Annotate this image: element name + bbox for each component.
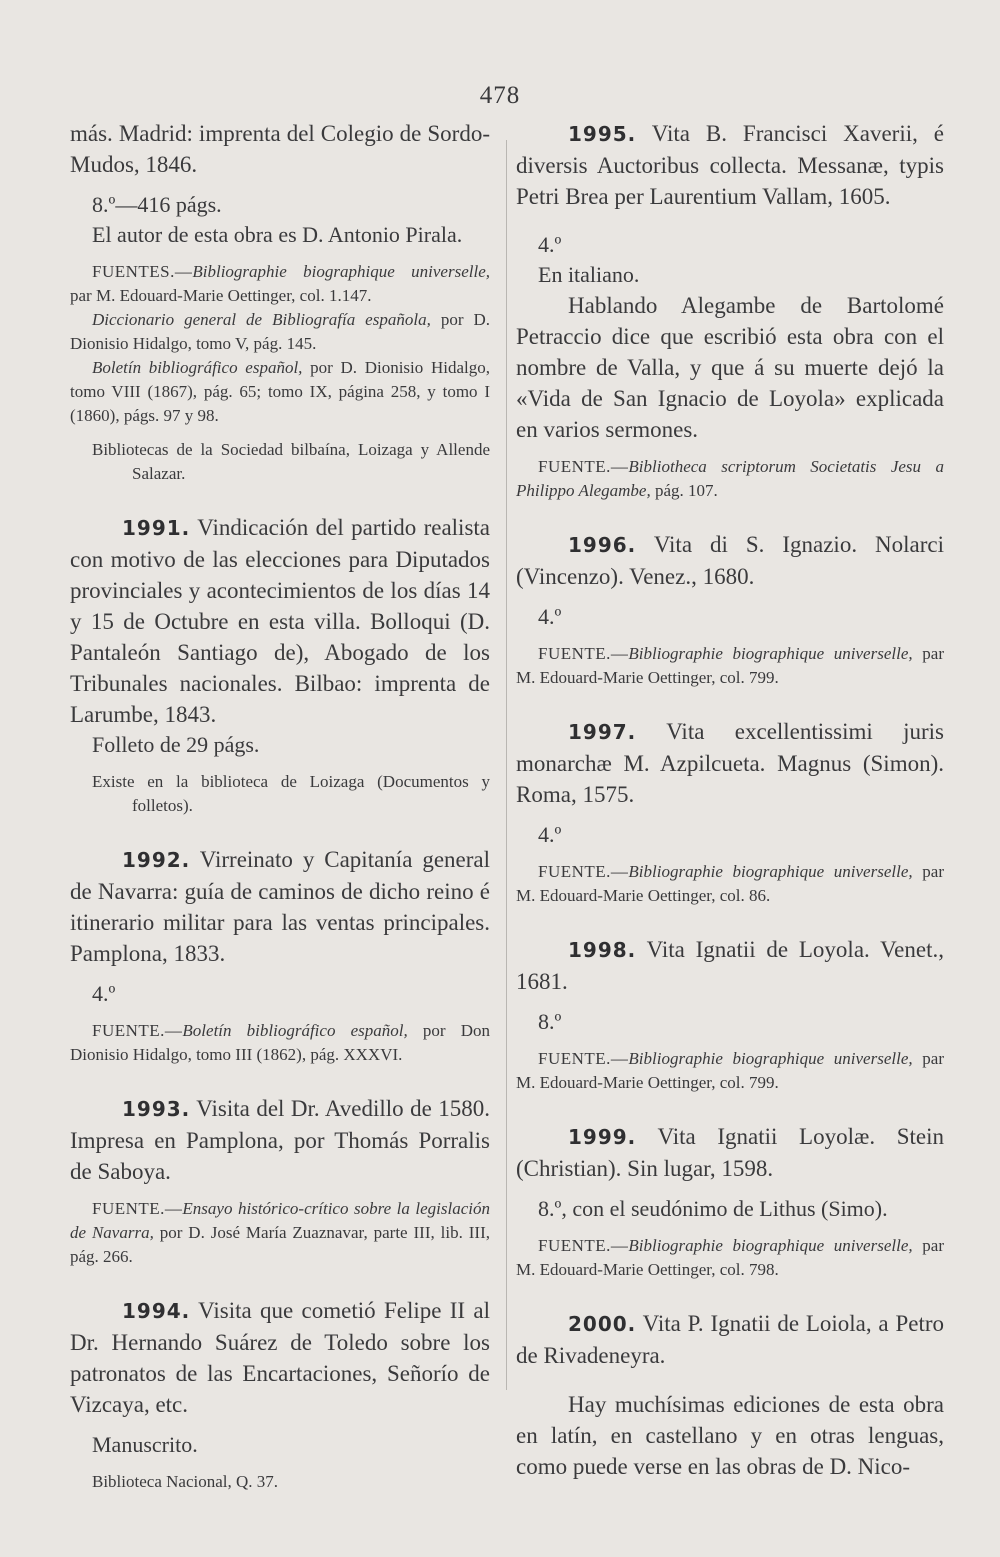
source-detail: par M. Edouard-Marie Oettinger, col. 798. <box>516 1236 944 1279</box>
right-column <box>516 118 944 1482</box>
entry-number: 1991. <box>122 516 191 540</box>
entry-continuation <box>70 118 490 486</box>
source-title: Bibliotheca scriptorum Societatis Jesu a Philippo Alegambe, <box>516 457 944 500</box>
source-title: Bibliographie biographique universelle, <box>192 262 490 281</box>
entry-format: 4.º <box>538 822 562 847</box>
entry-text <box>516 716 944 810</box>
entry-1998 <box>516 934 944 1095</box>
entry-title: Vita di S. Ignazio. Nolarci (Vincenzo). Venez., 1680. <box>516 532 944 589</box>
source-detail: par M. Edouard-Marie Oettinger, col. 86. <box>516 862 944 905</box>
entry-title: Vita Ignatii de Loyola. Venet., 1681. <box>516 937 944 994</box>
entry-source <box>516 860 944 908</box>
entry-source <box>70 356 490 428</box>
entry-number: 1996. <box>568 533 637 557</box>
entry-text <box>70 844 490 969</box>
source-label: FUENTE.— <box>92 1199 183 1218</box>
entry-1996 <box>516 529 944 690</box>
source-title: Bibliographie biographique universelle, <box>628 1049 913 1068</box>
source-title: Ensayo histórico-crítico sobre la legislación de Navarra, <box>70 1199 490 1242</box>
entry-author-note: El autor de esta obra es D. Antonio Pirala. <box>92 222 463 247</box>
entry-format: Manuscrito. <box>92 1432 198 1457</box>
column-divider <box>506 140 507 1390</box>
entry-number: 1997. <box>568 720 637 744</box>
entry-text <box>70 512 490 730</box>
entry-sources <box>70 260 490 308</box>
left-column <box>70 118 490 1494</box>
source-label: FUENTE.— <box>538 457 629 476</box>
source-title: Boletín bibliográfico español, <box>92 358 303 377</box>
entry-number: 2000. <box>568 1312 637 1336</box>
entry-format: 8.º <box>538 1009 562 1034</box>
entry-text <box>516 934 944 997</box>
entry-description: Hablando Alegambe de Bartolomé Petraccio dice que escribió esta obra con el nombre de Valla, y que á su muerte dejó la «Vida de San Ignacio de Loyola» explicada en varios sermones. <box>516 293 944 442</box>
entry-text <box>70 1295 490 1420</box>
entry-number: 1992. <box>122 848 191 872</box>
source-label: FUENTE.— <box>92 1021 183 1040</box>
source-detail: par M. Edouard-Marie Oettinger, col. 799. <box>516 1049 944 1092</box>
entry-format: 8.º—416 págs. <box>92 192 222 217</box>
entry-1991 <box>70 512 490 818</box>
entry-source <box>70 1019 490 1067</box>
source-title: Diccionario general de Bibliografía española, <box>92 310 431 329</box>
entry-number: 1998. <box>568 938 637 962</box>
entry-title: Vita P. Ignatii de Loiola, a Petro de Rivadeneyra. <box>516 1311 944 1368</box>
source-label: FUENTE.— <box>538 1049 629 1068</box>
entry-format: 8.º, con el seudónimo de Lithus (Simo). <box>538 1196 888 1221</box>
entry-format: 4.º <box>92 981 116 1006</box>
entry-source <box>516 642 944 690</box>
source-detail: par M. Edouard-Marie Oettinger, col. 1.147. <box>70 286 372 305</box>
entry-title: Vita excellentissimi juris monarchæ M. Azpilcueta. Magnus (Simon). Roma, 1575. <box>516 719 944 807</box>
entry-text <box>516 1121 944 1184</box>
entry-1997 <box>516 716 944 908</box>
source-detail: por D. Dionisio Hidalgo, tomo V, pág. 145. <box>70 310 490 353</box>
entry-1992 <box>70 844 490 1067</box>
source-label: FUENTE.— <box>538 644 629 663</box>
entry-format: 4.º <box>538 232 562 257</box>
source-title: Bibliographie biographique universelle, <box>628 1236 913 1255</box>
source-label: FUENTE.— <box>538 1236 629 1255</box>
entry-1993 <box>70 1093 490 1269</box>
entry-text <box>516 1308 944 1371</box>
source-detail: por D. Dionisio Hidalgo, tomo VIII (1867), pág. 65; tomo IX, página 258, y tomo I (1860), págs. 97 y 98. <box>70 358 490 425</box>
source-title: Bibliographie biographique universelle, <box>628 862 913 881</box>
entry-text <box>516 529 944 592</box>
entry-text <box>70 1093 490 1187</box>
entry-number: 1993. <box>122 1097 191 1121</box>
source-detail: pág. 107. <box>650 481 718 500</box>
entry-text <box>516 118 944 212</box>
entry-format: 4.º <box>538 604 562 629</box>
entry-2000 <box>516 1308 944 1482</box>
entry-libraries: Bibliotecas de la Sociedad bilbaína, Loizaga y Allende Salazar. <box>92 440 490 483</box>
entry-language: En italiano. <box>538 262 640 287</box>
entry-title: Visita que cometió Felipe II al Dr. Hernando Suárez de Toledo sobre los patronatos de las Encartaciones, Señorío de Vizcaya, etc. <box>70 1298 490 1417</box>
entry-source <box>70 308 490 356</box>
entry-number: 1994. <box>122 1299 191 1323</box>
entry-source <box>516 1047 944 1095</box>
entry-1999 <box>516 1121 944 1282</box>
entry-title: Visita del Dr. Avedillo de 1580. Impresa en Pamplona, por Thomás Porralis de Saboya. <box>70 1096 490 1184</box>
entry-title: Vita B. Francisci Xaverii, é diversis Auctoribus collecta. Messanæ, typis Petri Brea per Laurentium Vallam, 1605. <box>516 121 944 209</box>
entry-description: Hay muchísimas ediciones de esta obra en latín, en castellano y en otras lenguas, como puede verse en las obras de D. Nico- <box>516 1392 944 1479</box>
source-label: FUENTE.— <box>538 862 629 881</box>
entry-1995 <box>516 118 944 503</box>
entry-number: 1999. <box>568 1125 637 1149</box>
entry-title: Virreinato y Capitanía general de Navarra: guía de caminos de dicho reino é itinerario militar para las ventas principales. Pamplona, 1833. <box>70 847 490 966</box>
source-label: FUENTES.— <box>92 262 193 281</box>
source-detail: par M. Edouard-Marie Oettinger, col. 799. <box>516 644 944 687</box>
source-detail: por D. José María Zuaznavar, parte III, lib. III, pág. 266. <box>70 1223 490 1266</box>
entry-title: Vindicación del partido realista con motivo de las elecciones para Diputados provinciales y acontecimientos de los días 14 y 15 de Octubre en esta villa. Bolloqui (D. Pantaleón Santiago de), Abogado de los Tribunales nacionales. Bilbao: imprenta de Larumbe, 1843. <box>70 515 490 727</box>
entry-source <box>70 1197 490 1269</box>
entry-format: Folleto de 29 págs. <box>92 732 260 757</box>
source-detail: por Don Dionisio Hidalgo, tomo III (1862), pág. XXXVI. <box>70 1021 490 1064</box>
page-number: 478 <box>479 82 521 109</box>
entry-note: Biblioteca Nacional, Q. 37. <box>92 1472 279 1491</box>
entry-1994 <box>70 1295 490 1494</box>
source-title: Boletín bibliográfico español, <box>182 1021 408 1040</box>
entry-source <box>516 455 944 503</box>
entry-note: Existe en la biblioteca de Loizaga (Documentos y folletos). <box>92 772 490 815</box>
entry-title: Vita Ignatii Loyolæ. Stein (Christian). Sin lugar, 1598. <box>516 1124 944 1181</box>
entry-text: más. Madrid: imprenta del Colegio de Sordo-Mudos, 1846. <box>70 121 490 177</box>
entry-source <box>516 1234 944 1282</box>
source-title: Bibliographie biographique universelle, <box>628 644 913 663</box>
entry-number: 1995. <box>568 122 637 146</box>
